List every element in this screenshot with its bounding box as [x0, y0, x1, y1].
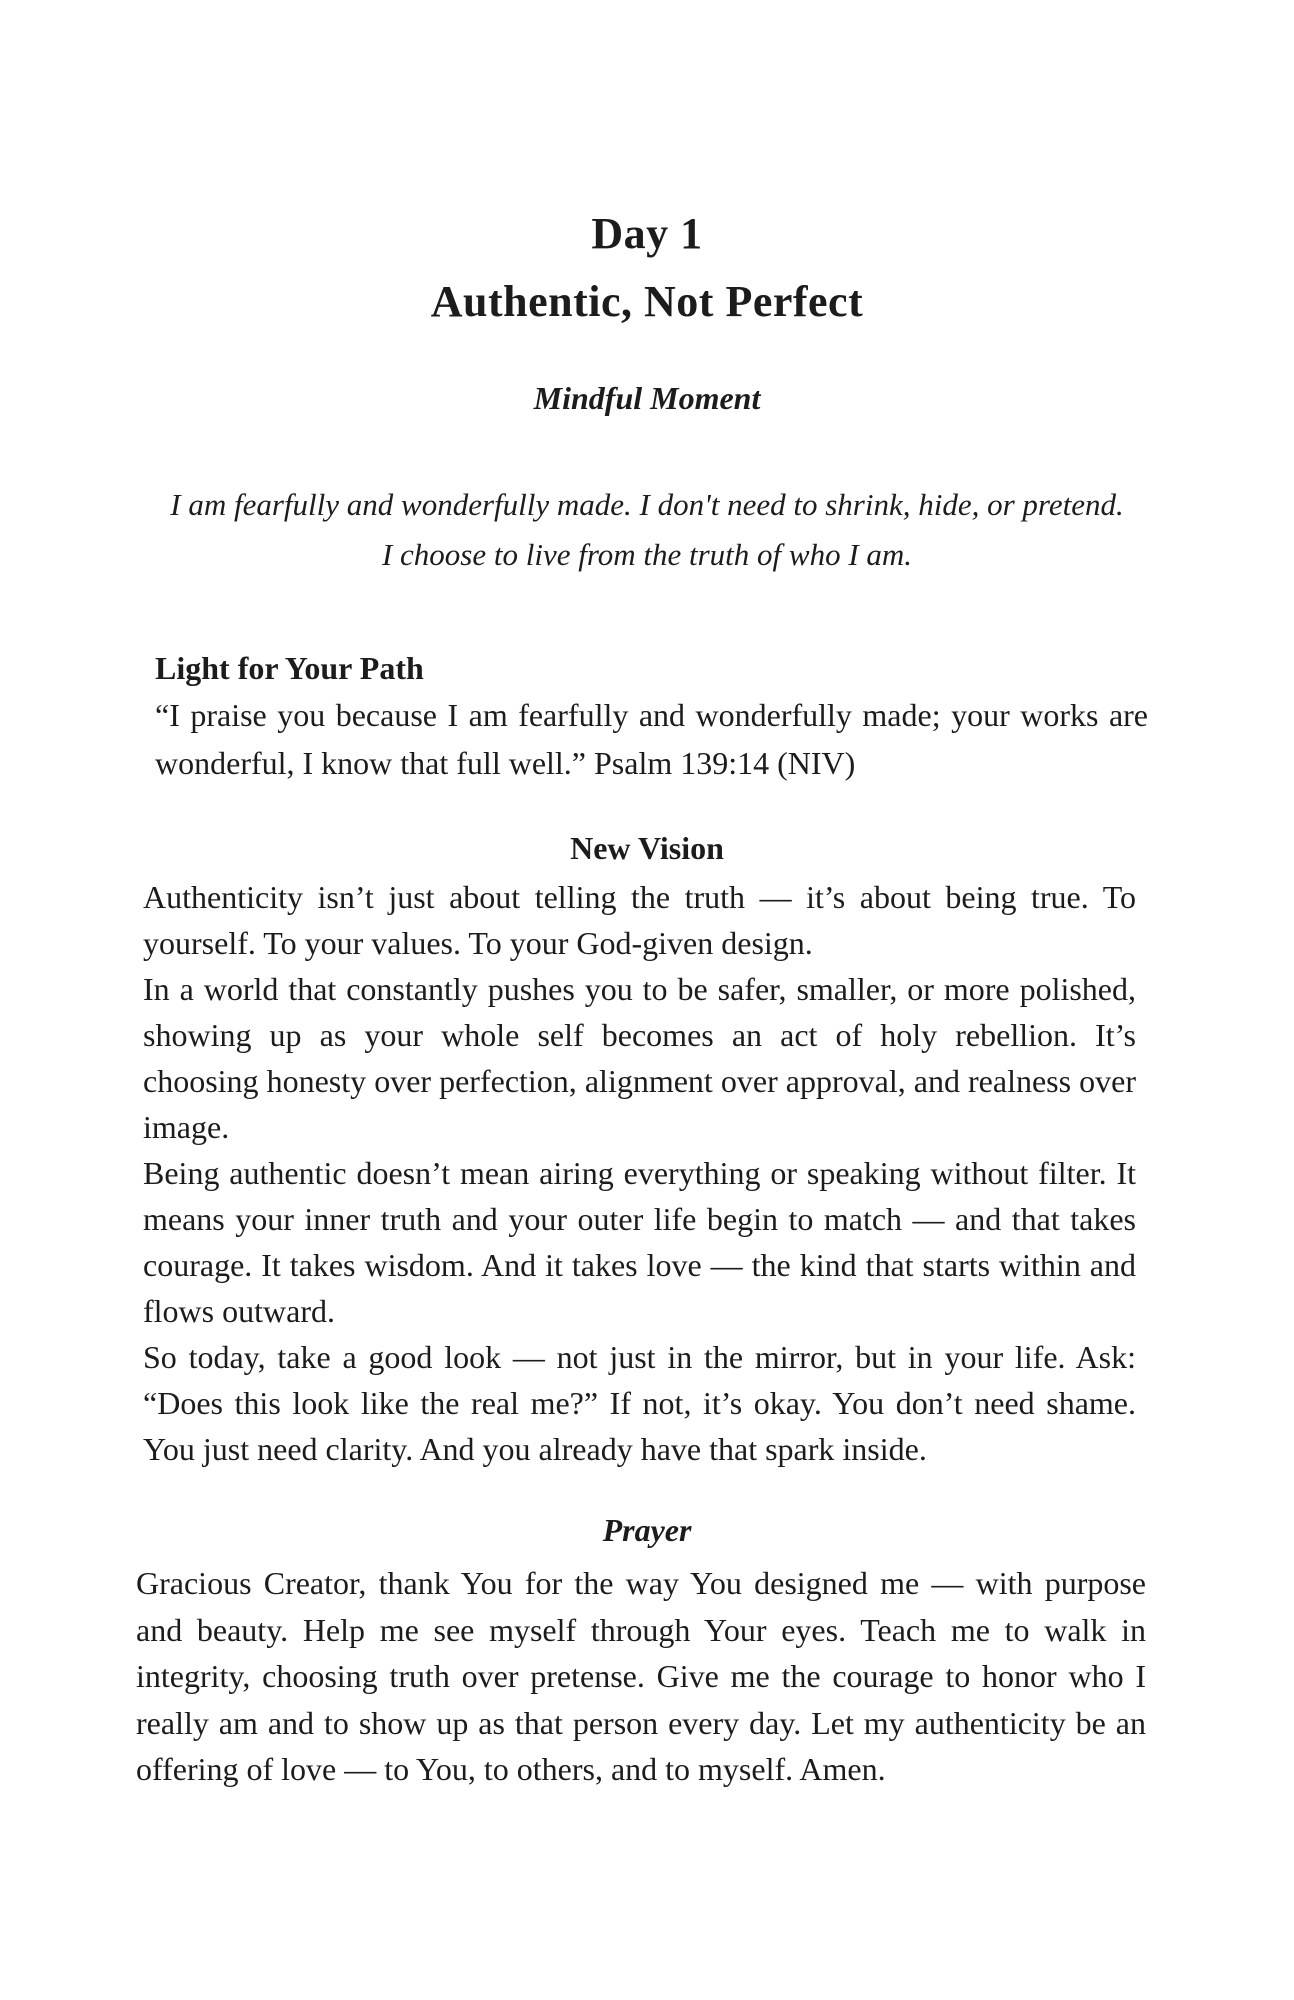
light-for-your-path-section — [155, 645, 1148, 787]
mindful-moment-heading: Mindful Moment — [533, 380, 761, 416]
new-vision-body — [143, 874, 1136, 1472]
chapter-title: Authentic, Not Perfect — [430, 277, 864, 326]
new-vision-paragraph: Authenticity isn’t just about telling the truth — it’s about being true. To yourself. To your values. To your God-given design. — [143, 879, 1136, 961]
light-for-your-path-heading: Light for Your Path — [155, 650, 424, 686]
prayer-text: Gracious Creator, thank You for the way You designed me — with purpose and beauty. Help me see myself through Your eyes. Teach me to walk in integrity, choosing truth over pretense. Give me the courage to honor who I really am and to show up as that person every day. Let my authenticity be an offering of love — to You, to others, and to myself. Amen. — [136, 1565, 1146, 1787]
new-vision-paragraph: In a world that constantly pushes you to be safer, smaller, or more polished, showing up as your whole self becomes an act of holy rebellion. It’s choosing honesty over perfection, alignment over approval, and realness over image. — [143, 971, 1136, 1145]
new-vision-paragraph: Being authentic doesn’t mean airing everything or speaking without filter. It means your inner truth and your outer life begin to match — and that takes courage. It takes wisdom. And it takes love — the kind that starts within and flows outward. — [143, 1155, 1136, 1329]
mindful-moment-text: I am fearfully and wonderfully made. I don't need to shrink, hide, or pretend. I choose to live from the truth of who I am. — [170, 487, 1124, 572]
new-vision-paragraph: So today, take a good look — not just in the mirror, but in your life. Ask: “Does this look like the real me?” If not, it’s okay. You don’t need shame. You just need clarity. And you already have that spark inside. — [143, 1339, 1136, 1467]
day-label: Day 1 — [591, 209, 703, 258]
page-title — [0, 200, 1294, 336]
prayer-heading: Prayer — [602, 1512, 692, 1548]
scripture-verse: “I praise you because I am fearfully and wonderfully made; your works are wonderful, I know that full well.” Psalm 139:14 (NIV) — [155, 697, 1148, 781]
new-vision-heading: New Vision — [570, 830, 724, 866]
